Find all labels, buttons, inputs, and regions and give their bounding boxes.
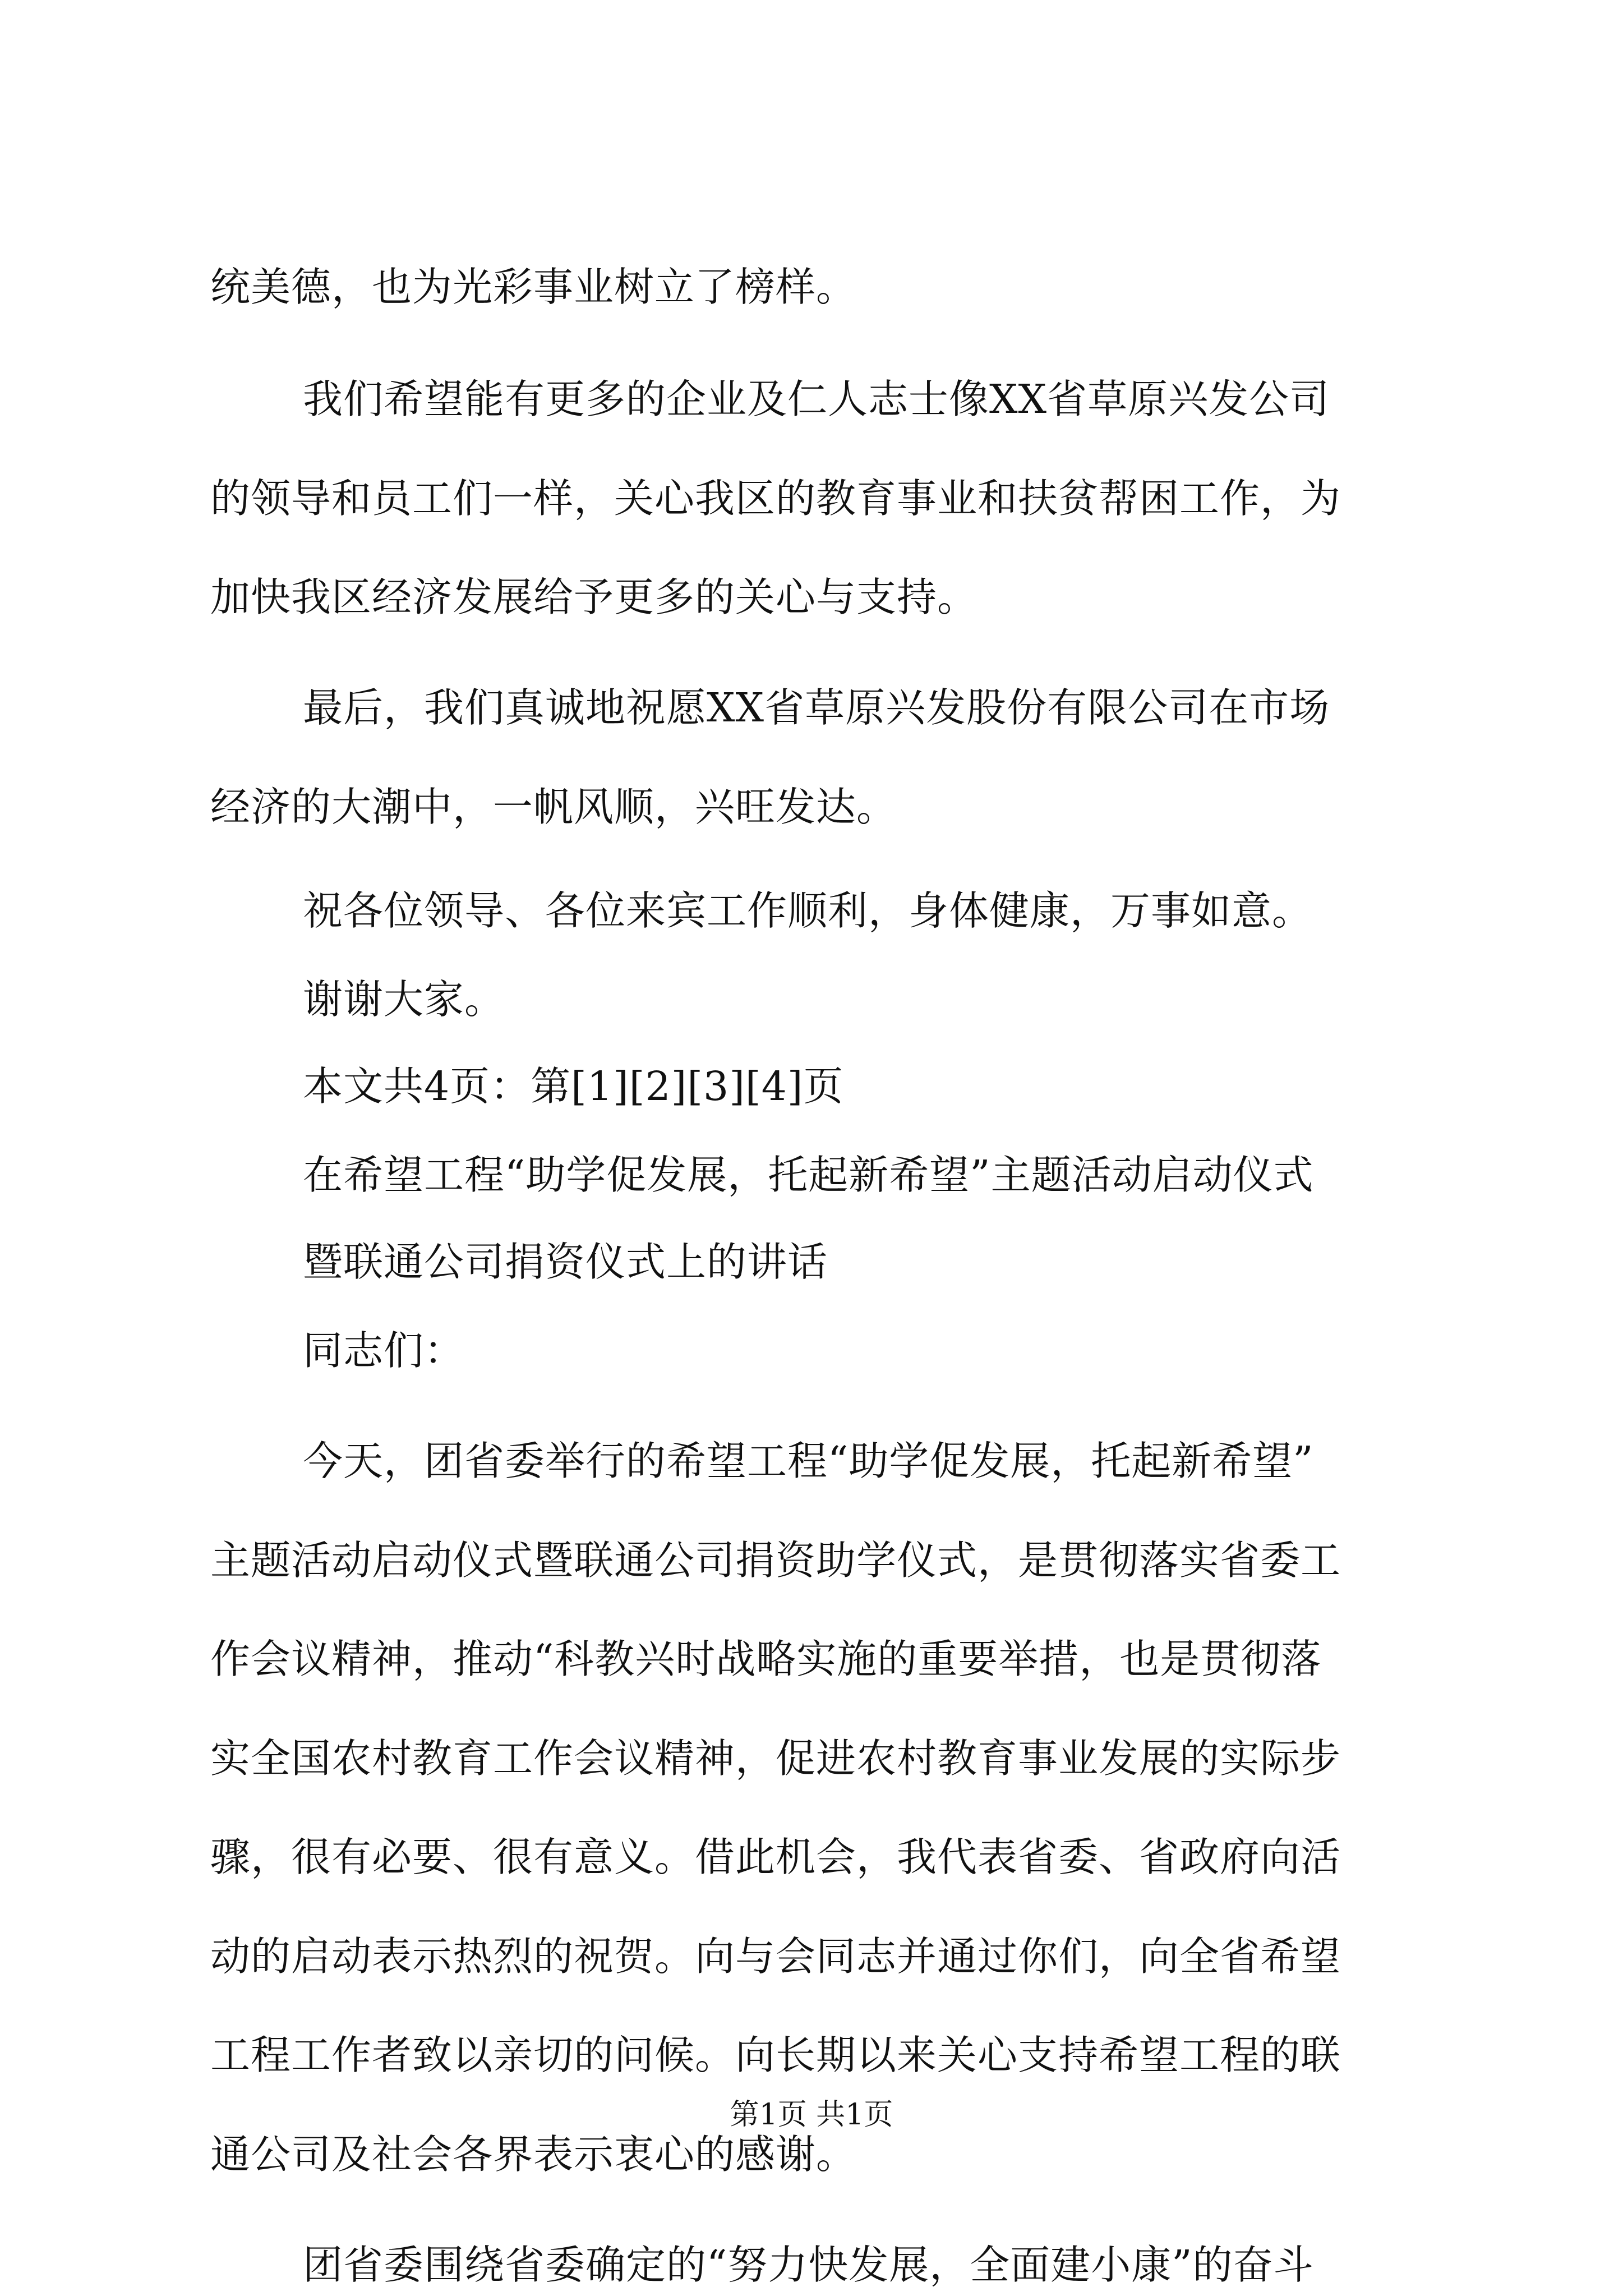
text-line: 主题活动启动仪式暨联通公司捐资助学仪式，是贯彻落实省委工 xyxy=(210,1537,1341,1584)
text-line: 加快我区经济发展给予更多的关心与支持。 xyxy=(210,574,978,620)
text-line: 动的启动表示热烈的祝贺。向与会同志并通过你们，向全省希望 xyxy=(210,1933,1341,1980)
text-line: 祝各位领导、各位来宾工作顺利，身体健康，万事如意。 xyxy=(303,887,1313,934)
text-line: 今天，团省委举行的希望工程“助学促发展，托起新希望” xyxy=(303,1438,1314,1484)
text-line: 通公司及社会各界表示衷心的感谢。 xyxy=(210,2131,857,2178)
text-line: 团省委围绕省委确定的“努力快发展，全面建小康”的奋斗 xyxy=(303,2242,1314,2288)
text-line: 最后，我们真诚地祝愿XX省草原兴发股份有限公司在市场 xyxy=(303,684,1330,731)
text-line: 本文共4页：第[1][2][3][4]页 xyxy=(303,1063,844,1110)
text-line: 作会议精神，推动“科教兴时战略实施的重要举措，也是贯彻落 xyxy=(210,1636,1322,1682)
text-line: 暨联通公司捐资仪式上的讲话 xyxy=(303,1239,828,1285)
text-line: 统美德，也为光彩事业树立了榜样。 xyxy=(210,264,857,310)
text-line: 谢谢大家。 xyxy=(303,976,505,1023)
text-line: 经济的大潮中，一帆风顺，兴旺发达。 xyxy=(210,784,897,830)
text-line: 工程工作者致以亲切的问候。向长期以来关心支持希望工程的联 xyxy=(210,2032,1341,2078)
text-line: 在希望工程“助学促发展，托起新希望”主题活动启动仪式 xyxy=(303,1152,1314,1198)
text-line: 我们希望能有更多的企业及仁人志士像XX省草原兴发公司 xyxy=(303,376,1330,422)
text-line: 骤，很有必要、很有意义。借此机会，我代表省委、省政府向活 xyxy=(210,1834,1341,1880)
text-line: 同志们： xyxy=(303,1327,465,1374)
page-footer: 第1页 共1页 xyxy=(730,2098,893,2132)
text-line: 的领导和员工们一样，关心我区的教育事业和扶贫帮困工作，为 xyxy=(210,475,1341,522)
text-line: 实全国农村教育工作会议精神，促进农村教育事业发展的实际步 xyxy=(210,1735,1341,1782)
